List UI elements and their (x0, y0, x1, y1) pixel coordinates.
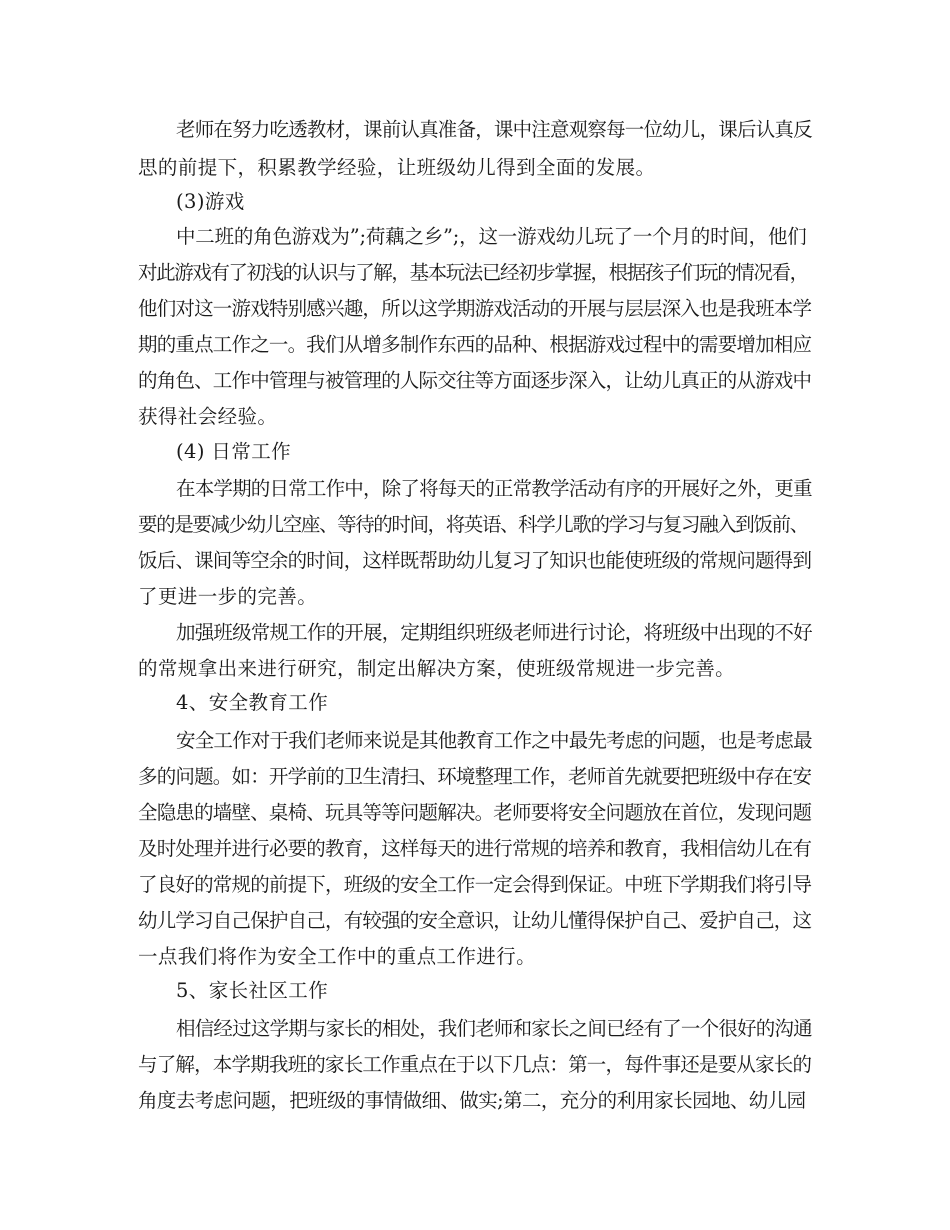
text-line: 全隐患的墙壁、桌椅、玩具等等问题解决。老师要将安全问题放在首位，发现问题 (138, 801, 812, 824)
text-line: 的角色、工作中管理与被管理的人际交往等方面逐步深入，让幼儿真正的从游戏中 (138, 369, 812, 392)
section-heading: 4、安全教育工作 (176, 691, 329, 714)
text-line: 多的问题。如：开学前的卫生清扫、环境整理工作，老师首先就要把班级中存在安 (138, 765, 812, 788)
section-heading: (4) 日常工作 (176, 440, 292, 463)
text-line: 及时处理并进行必要的教育，这样每天的进行常规的培养和教育，我相信幼儿在有 (138, 837, 812, 860)
text-line: 相信经过这学期与家长的相处，我们老师和家长之间已经有了一个很好的沟通 (176, 1017, 812, 1040)
text-line: 饭后、课间等空余的时间，这样既帮助幼儿复习了知识也能使班级的常规问题得到 (138, 549, 812, 572)
text-line: 要的是要减少幼儿空座、等待的时间，将英语、科学儿歌的学习与复习融入到饭前、 (138, 513, 808, 536)
text-line: 角度去考虑问题，把班级的事情做细、做实;第二，充分的利用家长园地、幼儿园 (138, 1089, 806, 1112)
text-line: 幼儿学习自己保护自己，有较强的安全意识，让幼儿懂得保护自己、爱护自己，这 (138, 909, 812, 932)
text-line: 老师在努力吃透教材，课前认真准备，课中注意观察每一位幼儿，课后认真反 (176, 118, 812, 141)
text-line: 获得社会经验。 (138, 405, 278, 428)
section-heading: (3)游戏 (176, 190, 245, 213)
text-line: 安全工作对于我们老师来说是其他教育工作之中最先考虑的问题，也是考虑最 (176, 729, 812, 752)
text-line: 的常规拿出来进行研究，制定出解决方案，使班级常规进一步完善。 (138, 657, 736, 680)
text-line: 中二班的角色游戏为”;荷藕之乡”;，这一游戏幼儿玩了一个月的时间，他们 (176, 225, 807, 248)
text-line: 与了解，本学期我班的家长工作重点在于以下几点：第一，每件事还是要从家长的 (138, 1053, 812, 1076)
text-line: 了良好的常规的前提下，班级的安全工作一定会得到保证。中班下学期我们将引导 (138, 873, 812, 896)
text-line: 一点我们将作为安全工作中的重点工作进行。 (138, 945, 537, 968)
text-line: 加强班级常规工作的开展，定期组织班级老师进行讨论，将班级中出现的不好 (176, 621, 812, 644)
text-line: 思的前提下，积累教学经验，让班级幼儿得到全面的发展。 (138, 156, 656, 179)
text-line: 对此游戏有了初浅的认识与了解，基本玩法已经初步掌握，根据孩子们玩的情况看， (138, 261, 808, 284)
text-line: 他们对这一游戏特别感兴趣，所以这学期游戏活动的开展与层层深入也是我班本学 (138, 297, 812, 320)
text-line: 在本学期的日常工作中，除了将每天的正常教学活动有序的开展好之外，更重 (176, 477, 812, 500)
text-line: 了更进一步的完善。 (138, 585, 318, 608)
section-heading: 5、家长社区工作 (176, 979, 329, 1002)
text-line: 期的重点工作之一。我们从增多制作东西的品种、根据游戏过程中的需要增加相应 (138, 333, 812, 356)
